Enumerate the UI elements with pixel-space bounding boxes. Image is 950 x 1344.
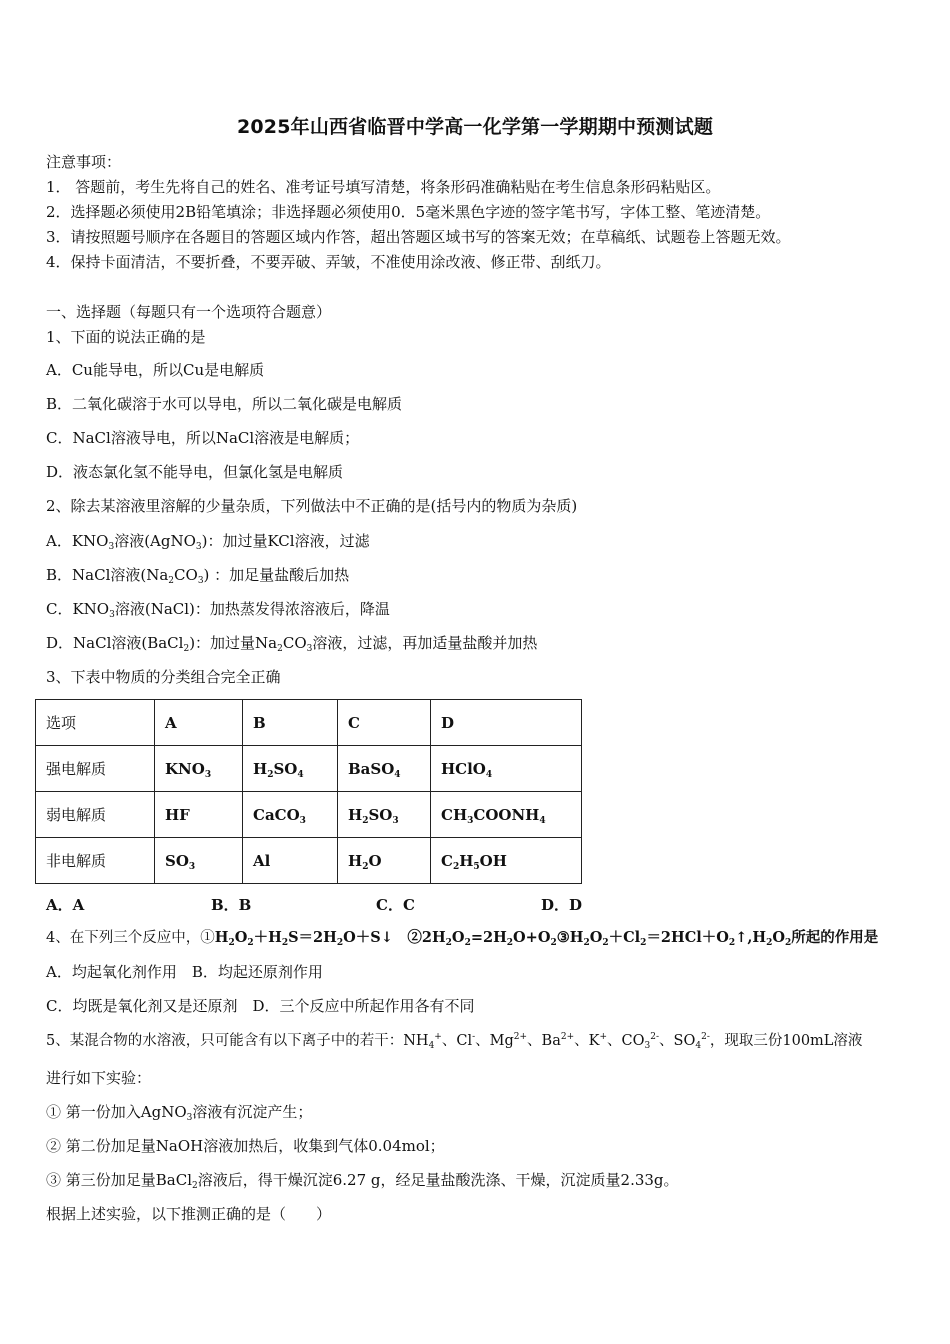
q1-option-c: C．NaCl溶液导电，所以NaCl溶液是电解质； xyxy=(46,429,360,447)
classification-table xyxy=(35,699,582,884)
q1-option-a: A．Cu能导电，所以Cu是电解质 xyxy=(46,361,265,379)
q5-experiment-1: ① 第一份加入AgNO$_3$溶液有沉淀产生； xyxy=(46,1103,313,1123)
q3-answer-b: B．B xyxy=(211,896,252,914)
table-header-cell: D xyxy=(431,700,582,746)
q1-option-d: D．液态氯化氢不能导电，但氯化氢是电解质 xyxy=(46,463,344,481)
exam-title: 2025年山西省临晋中学高一化学第一学期期中预测试题 xyxy=(236,116,714,138)
q5-stem-continued: 进行如下实验： xyxy=(46,1069,152,1087)
q1-option-b: B．二氧化碳溶于水可以导电，所以二氧化碳是电解质 xyxy=(46,395,403,413)
table-header-cell: C xyxy=(338,700,431,746)
table-header-cell: B xyxy=(243,700,338,746)
q3-stem: 3、下表中物质的分类组合完全正确 xyxy=(46,668,281,686)
q2-option-d: D．NaCl溶液(BaCl$_2$)：加过量$Na_2CO_3$溶液，过滤，再加适量盐酸并加热 xyxy=(46,634,538,654)
section-heading: 一、选择题（每题只有一个选项符合题意） xyxy=(46,303,332,321)
q3-answer-a: A．A xyxy=(46,896,85,914)
notice-heading: 注意事项： xyxy=(46,153,122,171)
table-cell: $KNO_3$ xyxy=(155,746,243,792)
row-label: 非电解质 xyxy=(36,838,155,884)
q1-stem: 1、下面的说法正确的是 xyxy=(46,328,206,346)
table-cell: $H_2O$ xyxy=(338,838,431,884)
table-cell: $C_2H_5OH$ xyxy=(431,838,582,884)
notice-item-4: 4．保持卡面清洁，不要折叠，不要弄破、弄皱，不准使用涂改液、修正带、刮纸刀。 xyxy=(46,253,611,271)
q5-stem: 5、某混合物的水溶液，只可能含有以下离子中的若干：$NH_4^+$、Cl-、$Mg^{2+}$、$Ba^{2+}$、K+、$CO_3^{2-}$、$SO_4^{2-}$，现取三份100mL溶液 xyxy=(46,1032,863,1051)
table-row xyxy=(36,746,582,792)
q2-stem: 2、除去某溶液里溶解的少量杂质，下列做法中不正确的是(括号内的物质为杂质) xyxy=(46,497,578,515)
q5-experiment-2: ② 第二份加足量NaOH溶液加热后，收集到气体0.04mol； xyxy=(46,1137,445,1155)
q2-option-c: C．$KNO_3$溶液(NaCl)：加热蒸发得浓溶液后，降温 xyxy=(46,600,390,620)
q4-options-cd: C．均既是氧化剂又是还原剂 D．三个反应中所起作用各有不同 xyxy=(46,997,475,1015)
table-header-cell: 选项 xyxy=(36,700,155,746)
table-cell: HClO$_4$ xyxy=(431,746,582,792)
table-row xyxy=(36,838,582,884)
table-cell: CaCO$_3$ xyxy=(243,792,338,838)
row-label: 弱电解质 xyxy=(36,792,155,838)
notice-item-1: 1． 答题前，考生先将自己的姓名、准考证号填写清楚，将条形码准确粘贴在考生信息条形码粘贴区。 xyxy=(46,178,721,196)
q2-option-b: B．NaCl溶液$(Na_2CO_3)$ ：加足量盐酸后加热 xyxy=(46,566,350,586)
table-cell: $SO_3$ xyxy=(155,838,243,884)
q4-stem: 4、在下列三个反应中，$①H_2O_2+H_2S=2H_2O+S↓$ $②2H_2O_2=2H_2O+O_2③H_2O_2+Cl_2=2HCl+O_2↑,H_2O_2$所起的作用是 xyxy=(46,929,879,948)
notice-item-3: 3．请按照题号顺序在各题目的答题区域内作答，超出答题区域书写的答案无效；在草稿纸、试题卷上答题无效。 xyxy=(46,228,791,246)
row-label: 强电解质 xyxy=(36,746,155,792)
q4-options-ab: A．均起氧化剂作用 B．均起还原剂作用 xyxy=(46,963,323,981)
table-cell: $H_2SO_3$ xyxy=(338,792,431,838)
q3-answer-d: D．D xyxy=(541,896,583,914)
table-header-row xyxy=(36,700,582,746)
table-cell: $CH_3COONH_4$ xyxy=(431,792,582,838)
table-row xyxy=(36,792,582,838)
q2-option-a: A．$KNO_3$溶液(AgNO$_3$)：加过量KCl溶液，过滤 xyxy=(46,532,370,552)
table-cell: HF xyxy=(155,792,243,838)
q3-answer-c: C．C xyxy=(376,896,415,914)
q5-conclusion: 根据上述实验，以下推测正确的是（ ） xyxy=(46,1205,332,1223)
notice-item-2: 2．选择题必须使用2B铅笔填涂；非选择题必须使用0．5毫米黑色字迹的签字笔书写，字体工整、笔迹清楚。 xyxy=(46,203,771,221)
q5-experiment-3: ③ 第三份加足量BaCl$_2$溶液后，得干燥沉淀6.27 g，经足量盐酸洗涤、干燥，沉淀质量2.33g。 xyxy=(46,1171,679,1191)
table-cell: BaSO$_4$ xyxy=(338,746,431,792)
table-header-cell: A xyxy=(155,700,243,746)
table-cell: $H_2SO_4$ xyxy=(243,746,338,792)
table-cell: Al xyxy=(243,838,338,884)
